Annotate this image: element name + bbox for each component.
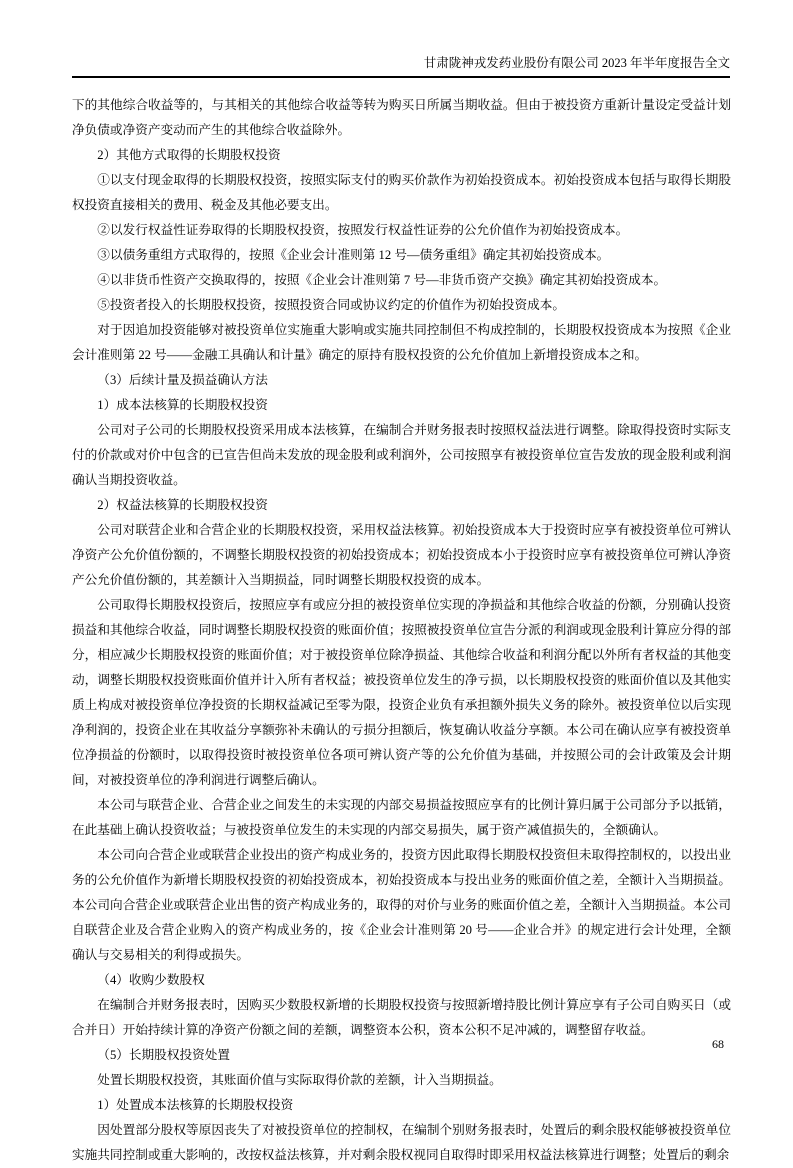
paragraph: ⑤投资者投入的长期股权投资，按照投资合同或协议约定的价值作为初始投资成本。 [97, 298, 566, 312]
paragraph: 对于因追加投资能够对被投资单位实施重大影响或实施共同控制但不构成控制的，长期股权投资成本为按照《企业会计准则第 22 号——金融工具确认和计量》确定的原持有股权投资的公允价值加上新增投资成本之和。 [72, 323, 731, 362]
paragraph: 2）权益法核算的长期股权投资 [97, 498, 268, 512]
paragraph: 因处置部分股权等原因丧失了对被投资单位的控制权，在编制个别财务报表时，处置后的剩余股权能够被投资单位实施共同控制或重大影响的，改按权益法核算，并对剩余股权视同自取得时即采用权益法核算进行调整；处置后的剩余 [72, 1123, 731, 1162]
paragraph: 1）处置成本法核算的长期股权投资 [97, 1098, 294, 1112]
paragraph: 在编制合并财务报表时，因购买少数股权新增的长期股权投资与按照新增持股比例计算应享有子公司自购买日（或合并日）开始持续计算的净资产份额之间的差额，调整资本公积，资本公积不足冲减的，调整留存收益。 [72, 998, 731, 1037]
paragraph: 下的其他综合收益等的，与其相关的其他综合收益等转为购买日所属当期收益。但由于被投资方重新计量设定受益计划净负债或净资产变动而产生的其他综合收益除外。 [72, 98, 731, 137]
paragraph: 1）成本法核算的长期股权投资 [97, 398, 268, 412]
paragraph: ④以非货币性资产交换取得的，按照《企业会计准则第 7 号—非货币资产交换》确定其初始投资成本。 [97, 273, 667, 287]
report-title: 甘肃陇神戎发药业股份有限公司 2023 年半年度报告全文 [423, 56, 730, 70]
paragraph: 处置长期股权投资，其账面价值与实际取得价款的差额，计入当期损益。 [97, 1073, 502, 1087]
paragraph: 公司取得长期股权投资后，按照应享有或应分担的被投资单位实现的净损益和其他综合收益的份额，分别确认投资损益和其他综合收益，同时调整长期股权投资的账面价值；按照被投资单位宣告分派的利润或现金股利计算应分得的部分，相应减少长期股权投资的账面价值；对于被投资单位除净损益、其他综合收益和利润分配以外所有者权益的其他变动，调整长期股权投资账面价值并计入所有者权益；被投资单位发生的净亏损，以长期股权投资的账面价值以及其他实质上构成对被投资单位净投资的长期权益减记至零为限，投资企业负有承担额外损失义务的除外。被投资单位以后实现净利润的，投资企业在其收益分享额弥补未确认的亏损分担额后，恢复确认收益分享额。本公司在确认应享有被投资单位净损益的份额时，以取得投资时被投资单位各项可辨认资产等的公允价值为基础，并按照公司的会计政策及会计期间，对被投资单位的净利润进行调整后确认。 [72, 598, 731, 787]
paragraph: 公司对子公司的长期股权投资采用成本法核算，在编制合并财务报表时按照权益法进行调整。除取得投资时实际支付的价款或对价中包含的已宣告但尚未发放的现金股利或利润外，公司按照享有被投资单位宣告发放的现金股利或利润确认当期投资收益。 [72, 423, 731, 487]
page-number: 68 [712, 1037, 724, 1051]
paragraph: ③以债务重组方式取得的，按照《企业会计准则第 12 号—债务重组》确定其初始投资成本。 [97, 248, 610, 262]
paragraph: 2）其他方式取得的长期股权投资 [97, 148, 281, 162]
page-header [72, 54, 730, 78]
document-body [72, 93, 731, 1168]
paragraph: 公司对联营企业和合营企业的长期股权投资，采用权益法核算。初始投资成本大于投资时应享有被投资单位可辨认净资产公允价值份额的，不调整长期股权投资的初始投资成本；初始投资成本小于投资时应享有被投资单位可辨认净资产公允价值份额的，其差额计入当期损益，同时调整长期股权投资的成本。 [72, 523, 731, 587]
paragraph: 本公司向合营企业或联营企业投出的资产构成业务的，投资方因此取得长期股权投资但未取得控制权的，以投出业务的公允价值作为新增长期股权投资的初始投资成本，初始投资成本与投出业务的账面价值之差，全额计入当期损益。本公司向合营企业或联营企业出售的资产构成业务的，取得的对价与业务的账面价值之差，全额计入当期损益。本公司自联营企业及合营企业购入的资产构成业务的，按《企业会计准则第 20 号——企业合并》的规定进行会计处理，全额确认与交易相关的利得或损失。 [72, 848, 731, 962]
paragraph: ①以支付现金取得的长期股权投资，按照实际支付的购买价款作为初始投资成本。初始投资成本包括与取得长期股权投资直接相关的费用、税金及其他必要支出。 [72, 173, 731, 212]
page-footer [72, 1036, 724, 1052]
paragraph: 本公司与联营企业、合营企业之间发生的未实现的内部交易损益按照应享有的比例计算归属于公司部分予以抵销，在此基础上确认投资收益；与被投资单位发生的未实现的内部交易损失，属于资产减值损失的，全额确认。 [72, 798, 731, 837]
paragraph: （4）收购少数股权 [97, 973, 205, 987]
paragraph: （3）后续计量及损益确认方法 [97, 373, 268, 387]
paragraph: （5）长期股权投资处置 [97, 1048, 231, 1062]
paragraph: ②以发行权益性证券取得的长期股权投资，按照发行权益性证券的公允价值作为初始投资成本。 [97, 223, 629, 237]
